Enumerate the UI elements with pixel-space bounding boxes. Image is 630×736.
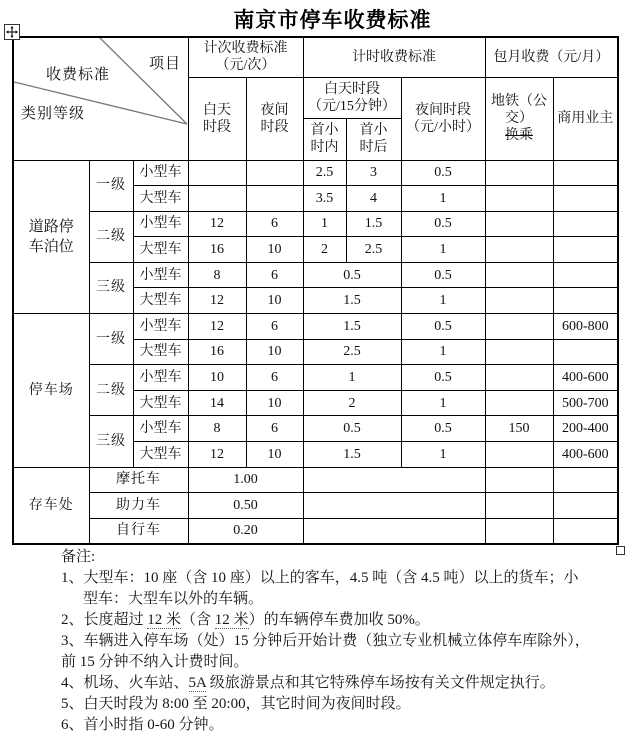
cell-commercial — [553, 493, 618, 519]
vehicle-cell: 自行车 — [89, 518, 188, 544]
cell-first-after: 1.5 — [346, 211, 401, 237]
cell-timed-day-merged: 1 — [303, 365, 401, 391]
cell-metro — [485, 467, 553, 493]
header-per-entry-unit: （元/次） — [215, 58, 276, 74]
cell-storage-fee: 0.20 — [188, 518, 303, 544]
table-row — [13, 160, 618, 186]
section-lot: 停车场 — [13, 314, 89, 468]
cell-first-within: 2.5 — [303, 160, 346, 186]
parking-fee-table — [12, 36, 619, 545]
cell-first-within: 2 — [303, 237, 346, 263]
header-metro-l2b: 换乘 — [505, 128, 534, 143]
corner-label-class: 类别等级 — [21, 106, 86, 122]
vehicle-cell: 小型车 — [133, 416, 188, 442]
cell-timed-night: 0.5 — [401, 262, 485, 288]
cell-perentry-night: 6 — [246, 416, 303, 442]
vehicle-cell: 大型车 — [133, 390, 188, 416]
header-metro-l2a: 交） — [505, 111, 534, 126]
note-1-line-2: 型车：大型车以外的车辆。 — [83, 591, 264, 607]
cell-metro — [485, 262, 553, 288]
vehicle-cell: 大型车 — [133, 186, 188, 212]
table-row — [13, 262, 618, 288]
corner-label-item: 项目 — [149, 56, 182, 72]
header-timed-night — [401, 77, 485, 160]
cell-commercial — [553, 467, 618, 493]
grade-cell: 二级 — [89, 365, 133, 416]
vehicle-cell: 小型车 — [133, 160, 188, 186]
cell-perentry-day: 10 — [188, 365, 246, 391]
cell-timed-day-merged: 1.5 — [303, 442, 401, 468]
grade-cell: 二级 — [89, 211, 133, 262]
vehicle-cell: 小型车 — [133, 262, 188, 288]
cell-timed-day-merged: 1.5 — [303, 288, 401, 314]
header-per-entry-day — [188, 77, 246, 160]
cell-perentry-day — [188, 160, 246, 186]
header-metro-l2 — [486, 110, 553, 144]
header-first-in-l2: 时内 — [310, 140, 339, 155]
cell-timed-night: 0.5 — [401, 314, 485, 340]
note-2-text: ）的车辆停车费加收 50%。 — [248, 612, 430, 628]
cell-perentry-day: 12 — [188, 442, 246, 468]
header-day-l1: 白天 — [203, 102, 231, 118]
cell-timed-day-merged: 1.5 — [303, 314, 401, 340]
cell-perentry-day: 12 — [188, 288, 246, 314]
note-6: 6、首小时指 0-60 分钟。 — [61, 717, 224, 733]
note-4 — [61, 673, 601, 694]
note-2 — [61, 610, 601, 631]
note-2-text: 2、长度超过 — [61, 612, 148, 628]
header-timed-day — [303, 77, 401, 118]
cell-commercial — [553, 237, 618, 263]
cell-commercial — [553, 288, 618, 314]
cell-perentry-night: 10 — [246, 237, 303, 263]
cell-metro: 150 — [485, 416, 553, 442]
cell-metro — [485, 442, 553, 468]
cell-timed-merged-blank — [303, 493, 485, 519]
section-storage: 存车处 — [13, 467, 89, 544]
note-3-line-2: 前 15 分钟不纳入计费时间。 — [61, 654, 249, 670]
cell-metro — [485, 314, 553, 340]
cell-metro — [485, 518, 553, 544]
header-first-hour-within — [303, 118, 346, 160]
table-move-handle-icon[interactable] — [4, 24, 20, 40]
cell-perentry-day: 16 — [188, 237, 246, 263]
cell-timed-day-merged: 0.5 — [303, 416, 401, 442]
cell-metro — [485, 237, 553, 263]
cell-timed-night: 1 — [401, 339, 485, 365]
cell-first-after: 3 — [346, 160, 401, 186]
note-3-line-1: 3、车辆进入停车场（处）15 分钟后开始计费（独立专业机械立体停车库除外）， — [61, 633, 590, 649]
cell-first-within: 1 — [303, 211, 346, 237]
section-road-label: 道路停车泊位 — [28, 218, 74, 255]
cell-metro — [485, 339, 553, 365]
cell-timed-night: 0.5 — [401, 416, 485, 442]
table-row — [13, 493, 618, 519]
header-per-entry-title: 计次收费标准 — [203, 41, 288, 57]
cell-commercial — [553, 339, 618, 365]
diagonal-header-cell — [13, 37, 188, 160]
grade-cell: 一级 — [89, 160, 133, 211]
table-row — [13, 365, 618, 391]
grade-cell: 三级 — [89, 416, 133, 467]
cell-perentry-night: 6 — [246, 262, 303, 288]
vehicle-cell: 小型车 — [133, 365, 188, 391]
cell-perentry-night: 6 — [246, 314, 303, 340]
cell-perentry-night: 10 — [246, 390, 303, 416]
table-row — [13, 467, 618, 493]
cell-metro — [485, 211, 553, 237]
header-timed-night-l1: 夜间时段 — [415, 102, 471, 118]
header-timed: 计时收费标准 — [303, 37, 485, 77]
cell-timed-night: 0.5 — [401, 365, 485, 391]
cell-perentry-night: 6 — [246, 211, 303, 237]
cell-commercial — [553, 518, 618, 544]
header-first-after-l2: 时后 — [359, 140, 388, 155]
vehicle-cell: 大型车 — [133, 442, 188, 468]
note-4-text: 级旅游景点和其它特殊停车场按有关文件规定执行。 — [206, 675, 555, 691]
cell-first-within: 3.5 — [303, 186, 346, 212]
cell-storage-fee: 1.00 — [188, 467, 303, 493]
cell-metro — [485, 390, 553, 416]
cell-commercial — [553, 211, 618, 237]
section-road — [13, 160, 89, 314]
header-first-after-l1: 首小 — [359, 123, 388, 138]
cell-commercial: 400-600 — [553, 365, 618, 391]
cell-timed-night: 0.5 — [401, 211, 485, 237]
cell-timed-day-merged: 2.5 — [303, 339, 401, 365]
page-title: 南京市停车收费标准 — [233, 9, 432, 32]
cell-commercial — [553, 186, 618, 212]
header-per-entry — [188, 37, 303, 77]
cell-perentry-day — [188, 186, 246, 212]
cell-perentry-day: 16 — [188, 339, 246, 365]
cell-commercial: 500-700 — [553, 390, 618, 416]
note-4-underlined: 5A — [188, 675, 207, 691]
cell-perentry-night: 6 — [246, 365, 303, 391]
vehicle-cell: 摩托车 — [89, 467, 188, 493]
table-row — [13, 518, 618, 544]
note-4-text: 4、机场、火车站、 — [61, 675, 189, 691]
cell-commercial — [553, 160, 618, 186]
note-1-line-1: 1、大型车：10 座（含 10 座）以上的客车，4.5 吨（含 4.5 吨）以上的货车；小 — [61, 570, 579, 586]
header-day-l2: 时段 — [203, 119, 231, 135]
vehicle-cell: 小型车 — [133, 314, 188, 340]
cell-perentry-night: 10 — [246, 442, 303, 468]
note-2-text: （含 — [181, 612, 215, 628]
corner-label-standard: 收费标准 — [46, 67, 111, 83]
vehicle-cell: 大型车 — [133, 288, 188, 314]
header-commercial-owner: 商用业主 — [553, 77, 618, 160]
cell-timed-night: 1 — [401, 288, 485, 314]
move-arrows-glyph — [6, 26, 18, 38]
vehicle-cell: 助力车 — [89, 493, 188, 519]
header-monthly: 包月收费（元/月） — [485, 37, 618, 77]
cell-perentry-night — [246, 186, 303, 212]
cell-commercial: 600-800 — [553, 314, 618, 340]
cell-timed-night: 0.5 — [401, 160, 485, 186]
cell-metro — [485, 288, 553, 314]
cell-perentry-day: 14 — [188, 390, 246, 416]
cell-perentry-day: 8 — [188, 262, 246, 288]
cell-timed-night: 1 — [401, 442, 485, 468]
cell-perentry-day: 12 — [188, 314, 246, 340]
cell-commercial: 400-600 — [553, 442, 618, 468]
cell-timed-night: 1 — [401, 186, 485, 212]
header-timed-night-l2: （元/小时） — [406, 119, 480, 135]
cell-perentry-day: 12 — [188, 211, 246, 237]
note-2-underlined-2: 12 米 — [214, 612, 249, 628]
header-metro-l1: 地铁（公 — [491, 94, 548, 109]
cell-perentry-night — [246, 160, 303, 186]
vehicle-cell: 大型车 — [133, 339, 188, 365]
cell-first-after: 2.5 — [346, 237, 401, 263]
cell-metro — [485, 186, 553, 212]
table-row — [13, 416, 618, 442]
notes-section — [61, 547, 601, 736]
cell-first-after: 4 — [346, 186, 401, 212]
cell-timed-day-merged: 2 — [303, 390, 401, 416]
cell-storage-fee: 0.50 — [188, 493, 303, 519]
header-night-l1: 夜间 — [260, 102, 289, 118]
header-night-l2: 时段 — [260, 119, 289, 135]
vehicle-cell: 大型车 — [133, 237, 188, 263]
cell-metro — [485, 493, 553, 519]
cell-timed-night: 1 — [401, 390, 485, 416]
cell-metro — [485, 365, 553, 391]
vehicle-cell: 小型车 — [133, 211, 188, 237]
cell-timed-merged-blank — [303, 518, 485, 544]
note-5: 5、白天时段为 8:00 至 20:00，其它时间为夜间时段。 — [61, 696, 411, 712]
cell-perentry-night: 10 — [246, 339, 303, 365]
header-per-entry-night — [246, 77, 303, 160]
header-timed-day-l2: （元/15分钟） — [308, 98, 396, 114]
cell-timed-day-merged: 0.5 — [303, 262, 401, 288]
table-row — [13, 211, 618, 237]
grade-cell: 一级 — [89, 314, 133, 365]
header-first-hour-after — [346, 118, 401, 160]
cell-commercial: 200-400 — [553, 416, 618, 442]
header-metro-transfer — [485, 77, 553, 160]
grade-cell: 三级 — [89, 262, 133, 313]
table-row — [13, 314, 618, 340]
table-resize-handle-icon[interactable] — [616, 546, 625, 555]
header-timed-day-l1: 白天时段 — [324, 81, 380, 97]
cell-timed-merged-blank — [303, 467, 485, 493]
cell-metro — [485, 160, 553, 186]
cell-perentry-day: 8 — [188, 416, 246, 442]
cell-timed-night: 1 — [401, 237, 485, 263]
cell-commercial — [553, 262, 618, 288]
cell-perentry-night: 10 — [246, 288, 303, 314]
notes-label: 备注: — [61, 549, 96, 565]
header-first-in-l1: 首小 — [310, 123, 339, 138]
note-2-underlined-1: 12 米 — [147, 612, 182, 628]
